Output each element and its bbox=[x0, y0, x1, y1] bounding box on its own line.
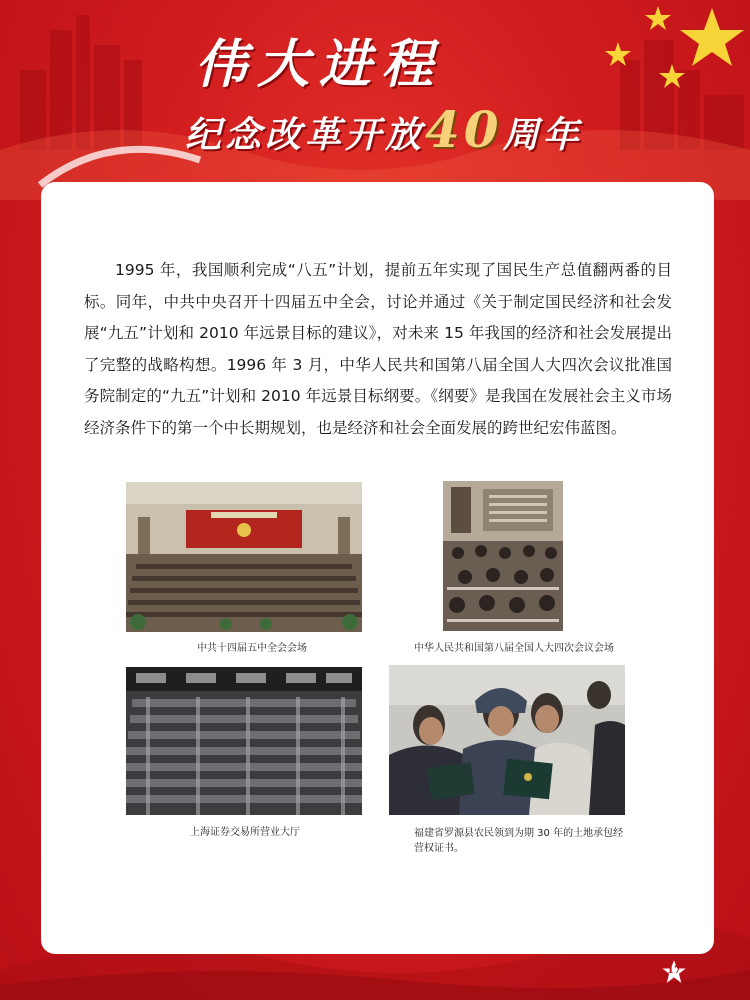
page-number-badge bbox=[660, 958, 688, 986]
photo-caption: 中华人民共和国第八届全国人大四次会议会场 bbox=[414, 643, 614, 654]
page-number: 17 bbox=[667, 965, 681, 976]
photo-farmers-certificates bbox=[389, 665, 625, 815]
page-subtitle bbox=[185, 100, 585, 160]
subtitle-prefix: 纪念改革开放 bbox=[185, 114, 426, 156]
photo-stock-exchange bbox=[126, 667, 362, 815]
photo-caption: 上海证券交易所营业大厅 bbox=[190, 827, 300, 838]
page-title: 伟大进程 bbox=[195, 34, 444, 95]
photo-caption: 中共十四届五中全会会场 bbox=[197, 643, 307, 654]
subtitle-suffix: 周年 bbox=[502, 114, 583, 156]
photo-npc-session bbox=[443, 481, 563, 631]
subtitle-number: 40 bbox=[425, 100, 503, 159]
photo-plenary-session bbox=[126, 482, 362, 632]
body-paragraph: 1995 年，我国顺利完成“八五”计划，提前五年实现了国民生产总值翻两番的目标。同年，中共中央召开十四届五中全会，讨论并通过《关于制定国民经济和社会发展“九五”计划和 2010 年远景目标的建议》，对未来 15 年我国的经济和社会发展提出了完整的战略构想。1996 年 3 月，中华人民共和国第八届全国人大四次会议批准国务院制定的“九五”计划和 2010 年远景目标纲要。《纲要》是我国在发展社会主义市场经济条件下的第一个中长期规划，也是经济和社会全面发展的跨世纪宏伟蓝图。 bbox=[84, 261, 672, 437]
photo-caption: 福建省罗源县农民领到为期 30 年的土地承包经营权证书。 bbox=[414, 828, 624, 854]
